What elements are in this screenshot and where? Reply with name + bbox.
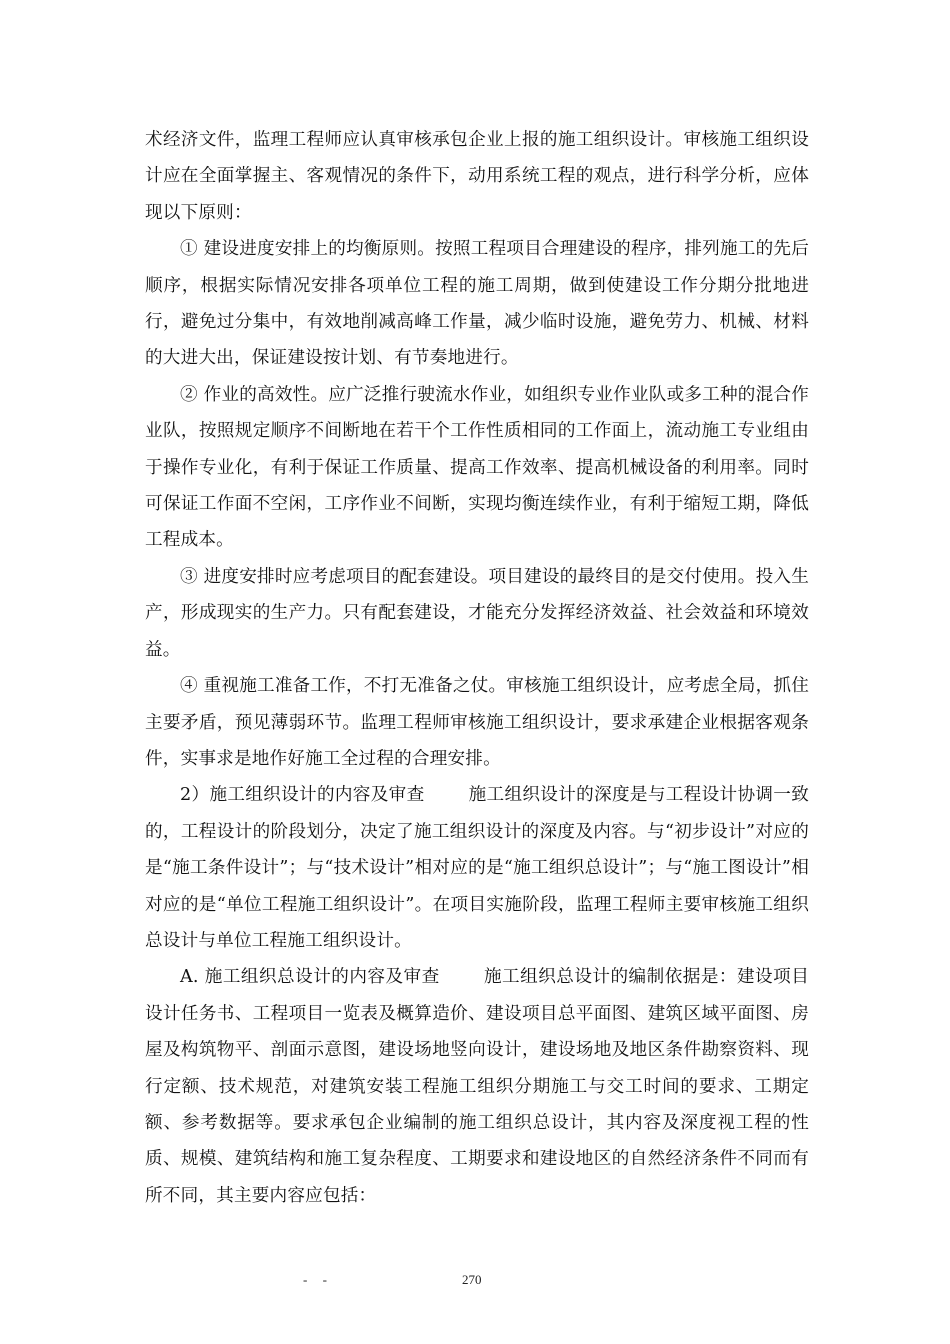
paragraph-section-2 xyxy=(145,777,809,959)
page-footer xyxy=(0,1272,950,1296)
page-body xyxy=(145,122,809,1214)
paragraph-principle-1: ① 建设进度安排上的均衡原则。按照工程项目合理建设的程序，排列施工的先后顺序，根据实际情况安排各项单位工程的施工周期，做到使建设工作分期分批地进行，避免过分集中，有效地削减高峰工作量，减少临时设施，避免劳力、机械、材料的大进大出，保证建设按计划、有节奏地进行。 xyxy=(145,239,809,369)
section-2-body: 施工组织设计的深度是与工程设计协调一致的，工程设计的阶段划分，决定了施工组织设计的深度及内容。与“初步设计”对应的是“施工条件设计”；与“技术设计”相对应的是“施工组织总设计”；与“施工图设计”相对应的是“单位工程施工组织设计”。在项目实施阶段，监理工程师主要审核施工组织总设计与单位工程施工组织设计。 xyxy=(145,785,809,951)
section-a-body: 施工组织总设计的编制依据是：建设项目设计任务书、工程项目一览表及概算造价、建设项目总平面图、建筑区域平面图、房屋及构筑物平、剖面示意图，建设场地竖向设计，建设场地及地区条件勘察资料、现行定额、技术规范，对建筑安装工程施工组织分期施工与交工时间的要求、工期定额、参考数据等。要求承包企业编制的施工组织总设计，其内容及深度视工程的性质、规模、建筑结构和施工复杂程度、工期要求和建设地区的自然经济条件不同而有所不同，其主要内容应包括： xyxy=(145,967,809,1206)
paragraph-principle-4: ④ 重视施工准备工作，不打无准备之仗。审核施工组织设计，应考虑全局，抓住主要矛盾，预见薄弱环节。监理工程师审核施工组织设计，要求承建企业根据客观条件，实事求是地作好施工全过程的合理安排。 xyxy=(145,676,809,769)
paragraph-intro: 术经济文件，监理工程师应认真审核承包企业上报的施工组织设计。审核施工组织设计应在全面掌握主、客观情况的条件下，动用系统工程的观点，进行科学分析，应体现以下原则： xyxy=(145,130,809,223)
section-a-heading: A. 施工组织总设计的内容及审查 xyxy=(180,967,440,988)
paragraph-section-a xyxy=(145,959,809,1214)
footer-dashes: - - xyxy=(303,1272,333,1287)
paragraph-principle-2: ② 作业的高效性。应广泛推行驶流水作业，如组织专业作业队或多工种的混合作业队，按照规定顺序不间断地在若干个工作性质相同的工作面上，流动施工专业组由于操作专业化，有利于保证工作质量、提高工作效率、提高机械设备的利用率。同时可保证工作面不空闲，工序作业不间断，实现均衡连续作业，有利于缩短工期，降低工程成本。 xyxy=(145,384,809,551)
page-number: 270 xyxy=(462,1272,482,1287)
paragraph-principle-3: ③ 进度安排时应考虑项目的配套建设。项目建设的最终目的是交付使用。投入生产，形成现实的生产力。只有配套建设，才能充分发挥经济效益、社会效益和环境效益。 xyxy=(145,566,809,660)
section-2-heading: 2）施工组织设计的内容及审查 xyxy=(180,785,425,806)
